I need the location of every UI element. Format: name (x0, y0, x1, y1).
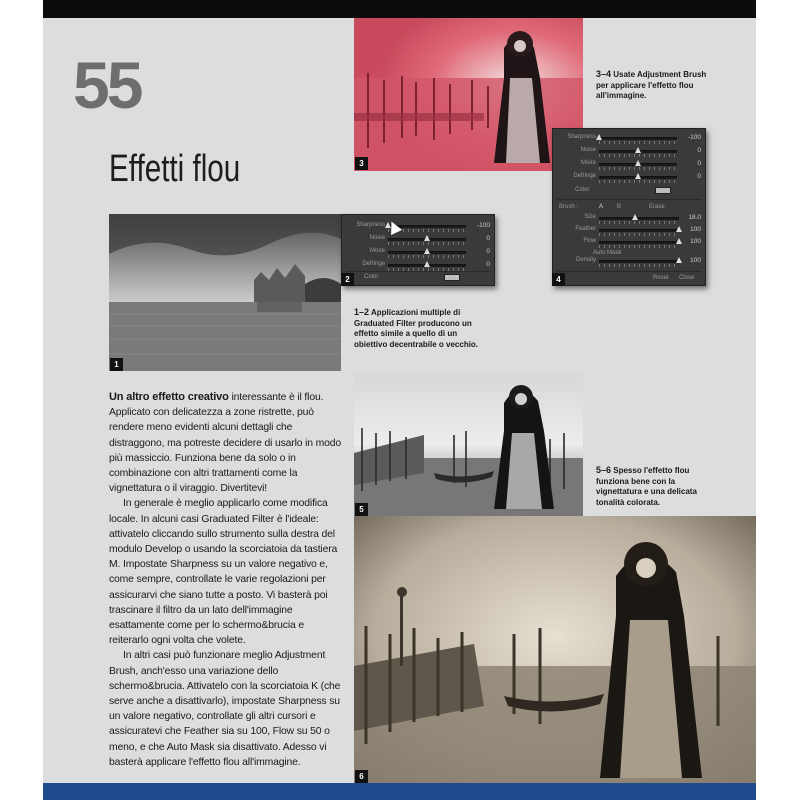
slider-label: Noise (580, 147, 596, 153)
slider-value: 100 (690, 238, 701, 245)
paragraph-1: Un altro effetto creativo interessante è il flou. Applicato con delicatezza a zone ristrette, può rendere meno evidenti alcuni dettagli che distraggono, ma potreste decidere di usarlo in modo più massiccio. Funziona bene da solo o in combinazione con altri trattamenti come la vignettatura o il viraggio. Divertitevi! (109, 391, 342, 495)
slider-thumb[interactable] (424, 248, 430, 254)
slider-thumb[interactable] (635, 147, 641, 153)
color-label: Color (364, 274, 379, 280)
slider-value: -100 (476, 222, 490, 229)
slider-label: Feather (575, 226, 596, 232)
slider-label: Sharpness (567, 134, 596, 140)
slider-thumb[interactable] (424, 235, 430, 241)
slider-ticks (599, 141, 677, 144)
color-label: Color (575, 187, 590, 193)
adjustment-brush-panel (552, 128, 706, 286)
brush-erase-tab[interactable]: Erase (649, 204, 665, 210)
brush-label: Brush : (559, 204, 579, 210)
slider-ticks (599, 264, 679, 267)
chapter-number: 55 (73, 48, 141, 122)
slider-value: 100 (690, 257, 701, 264)
slider-label: Defringe (573, 173, 596, 179)
slider-thumb[interactable] (596, 134, 602, 140)
badge-6: 6 (355, 770, 368, 783)
slider-value: -100 (687, 134, 701, 141)
slider-label: Flow (583, 238, 596, 244)
photo-3-red-mask (354, 18, 583, 171)
caption-1-2: 1–2 Applicazioni multiple di Graduated Filter producono un effetto simile a quello di un obiettivo decentrabile o vecchio. (354, 307, 479, 349)
slider-value: 0 (486, 261, 490, 268)
brush-b-tab[interactable]: B (617, 204, 622, 210)
slider-ticks (388, 242, 466, 245)
slider-value: 0 (486, 235, 490, 242)
body-text (109, 390, 345, 770)
slider-track[interactable] (599, 229, 679, 232)
slider-ticks (599, 245, 679, 248)
slider-label: Moire (580, 160, 596, 166)
slider-thumb[interactable] (424, 261, 430, 267)
slider-label: Density (575, 257, 596, 263)
badge-4: 4 (552, 273, 565, 286)
caption-5-6: 5–6 Spesso l'effetto flou funziona bene con la vignettatura e una delicata tonalità colorata. (596, 465, 697, 507)
badge-1: 1 (110, 358, 123, 371)
magazine-page (43, 0, 756, 800)
slider-ticks (599, 221, 679, 224)
slider-track[interactable] (599, 241, 679, 244)
paragraph-2: In generale è meglio applicarlo come modifica locale. In alcuni casi Graduated Filter è l'ideale: attivatelo cliccando sullo strumento sulla destra del modulo Develop o usando la scorciatoia da tastiera M. Impostate Sharpness su un valore negativo e, come sempre, controllate le varie regolazioni per assicurarvi che siano tutte a posto. Vi basterà poi trascinare il filtro da un lato dell'immagine esattamente come per lo schermo&brucia e reiterarlo ogni volta che volete. (109, 498, 338, 647)
slider-label: Noise (369, 235, 385, 241)
slider-value: 0 (697, 147, 701, 154)
slider-thumb[interactable] (632, 214, 638, 220)
bottom-bar (43, 783, 756, 800)
slider-ticks (599, 167, 677, 170)
slider-track[interactable] (599, 260, 679, 263)
photo-1-castle (109, 214, 341, 371)
slider-value: 100 (690, 226, 701, 233)
slider-ticks (599, 233, 679, 236)
panel-divider (557, 199, 701, 200)
slider-value: 0 (486, 248, 490, 255)
slider-ticks (599, 154, 677, 157)
color-swatch[interactable] (444, 274, 460, 281)
slider-track[interactable] (599, 217, 679, 220)
badge-3: 3 (355, 157, 368, 170)
top-bar (43, 0, 756, 18)
photo-5-venice-bw (354, 373, 583, 516)
reset-button[interactable]: Reset (653, 275, 669, 281)
close-button[interactable]: Close (679, 275, 695, 281)
slider-label: Moire (369, 248, 385, 254)
slider-label: Sharpness (356, 222, 385, 228)
slider-value: 18.0 (688, 214, 701, 221)
color-swatch[interactable] (655, 187, 671, 194)
auto-mask-checkbox[interactable]: Auto Mask (593, 250, 622, 256)
slider-ticks (388, 255, 466, 258)
slider-label: Size (584, 214, 596, 220)
page-title: Effetti flou (109, 148, 241, 190)
paragraph-3: In altri casi può funzionare meglio Adjustment Brush, anch'esso una variazione dello schermo&brucia. Attivatelo con la scorciatoia K (che serve anche a disattivarlo), impostate Sharpness su un valore negativo, controllate gli altri cursori e assicuratevi che Feather sia su 100, Flow su 50 o meno, e che Auto Mask sia disattivato. Adesso vi basterà applicare l'effetto flou all'immagine. (109, 650, 341, 768)
slider-track[interactable] (599, 137, 677, 140)
slider-thumb[interactable] (635, 173, 641, 179)
slider-value: 0 (697, 160, 701, 167)
panel-divider (346, 271, 490, 272)
badge-2: 2 (341, 273, 354, 286)
brush-a-tab[interactable]: A (599, 204, 604, 210)
slider-label: Defringe (362, 261, 385, 267)
badge-5: 5 (355, 503, 368, 516)
slider-thumb[interactable] (635, 160, 641, 166)
photo-6-venice-sepia (354, 516, 756, 783)
caption-3-4: 3–4 Usate Adjustment Brush per applicare l'effetto flou all'immagine. (596, 69, 707, 100)
graduated-filter-panel (341, 214, 495, 286)
panel-divider (557, 271, 701, 272)
slider-ticks (599, 180, 677, 183)
slider-value: 0 (697, 173, 701, 180)
